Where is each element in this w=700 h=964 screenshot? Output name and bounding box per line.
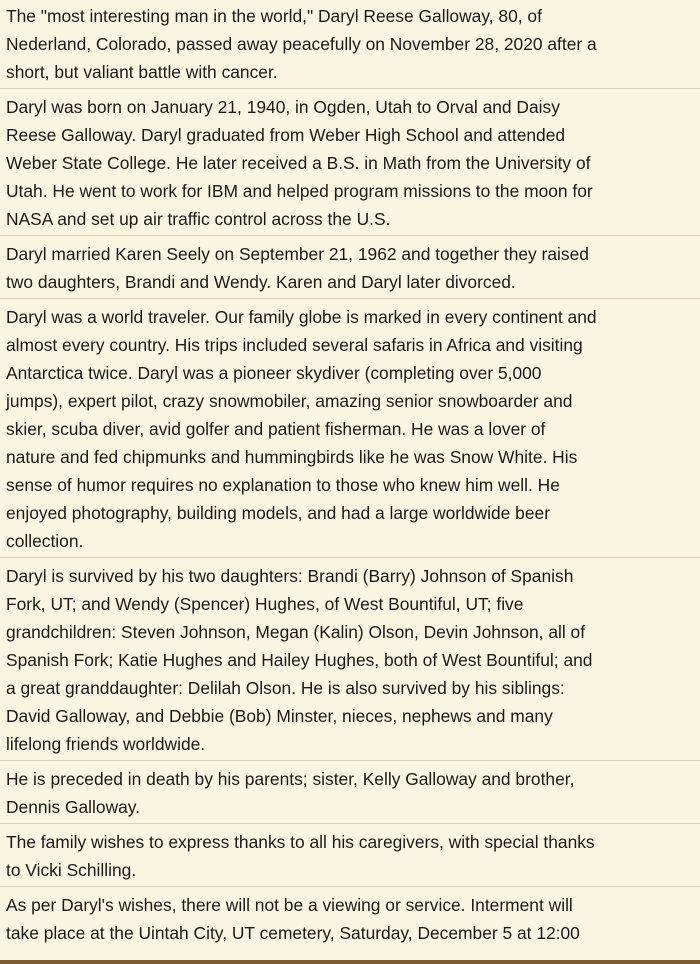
obituary-paragraph-early-life: Daryl was born on January 21, 1940, in Ogden, Utah to Orval and Daisy Reese Galloway. Daryl graduated from Weber High School and attended Weber State College. He later received a B.S. in Math from the University of Utah. He went to work for IBM and helped program missions to the moon for NASA and set up air traffic control across the U.S. [6, 97, 593, 229]
obituary-text [6, 0, 696, 947]
obituary-paragraph-interests: Daryl was a world traveler. Our family globe is marked in every continent and almost every country. His trips included several safaris in Africa and visiting Antarctica twice. Daryl was a pioneer skydiver (completing over 5,000 jumps), expert pilot, crazy snowmobiler, amazing senior snowboarder and skier, scuba diver, avid golfer and patient fisherman. He was a lover of nature and fed chipmunks and hummingbirds like he was Snow White. His sense of humor requires no explanation to those who knew him well. He enjoyed photography, building models, and had a large worldwide beer collection. [6, 307, 597, 551]
obituary-paragraph-service: As per Daryl's wishes, there will not be a viewing or service. Interment will take place at the Uintah City, UT cemetery, Saturday, December 5 at 12:00 [6, 895, 580, 943]
obituary-paragraph-thanks: The family wishes to express thanks to all his caregivers, with special thanks to Vicki Schilling. [6, 832, 595, 880]
paragraph-divider [0, 298, 700, 299]
paragraph-divider [0, 823, 700, 824]
paragraph-divider [0, 88, 700, 89]
obituary-paragraph-intro: The "most interesting man in the world," Daryl Reese Galloway, 80, of Nederland, Colorado, passed away peacefully on November 28, 2020 after a short, but valiant battle with cancer. [6, 6, 597, 82]
obituary-paragraph-marriage: Daryl married Karen Seely on September 21, 1962 and together they raised two daughters, Brandi and Wendy. Karen and Daryl later divorced. [6, 244, 589, 292]
bottom-border [0, 960, 700, 964]
obituary-paragraph-preceded: He is preceded in death by his parents; sister, Kelly Galloway and brother, Dennis Galloway. [6, 769, 575, 817]
paragraph-divider [0, 235, 700, 236]
obituary-paragraph-survivors: Daryl is survived by his two daughters: Brandi (Barry) Johnson of Spanish Fork, UT; and Wendy (Spencer) Hughes, of West Bountiful, UT; five grandchildren: Steven Johnson, Megan (Kalin) Olson, Devin Johnson, all of Spanish Fork; Katie Hughes and Hailey Hughes, both of West Bountiful; and a great granddaughter: Delilah Olson. He is also survived by his siblings: David Galloway, and Debbie (Bob) Minster, nieces, nephews and many lifelong friends worldwide. [6, 566, 593, 754]
paragraph-divider [0, 886, 700, 887]
paragraph-divider [0, 760, 700, 761]
paragraph-divider [0, 557, 700, 558]
